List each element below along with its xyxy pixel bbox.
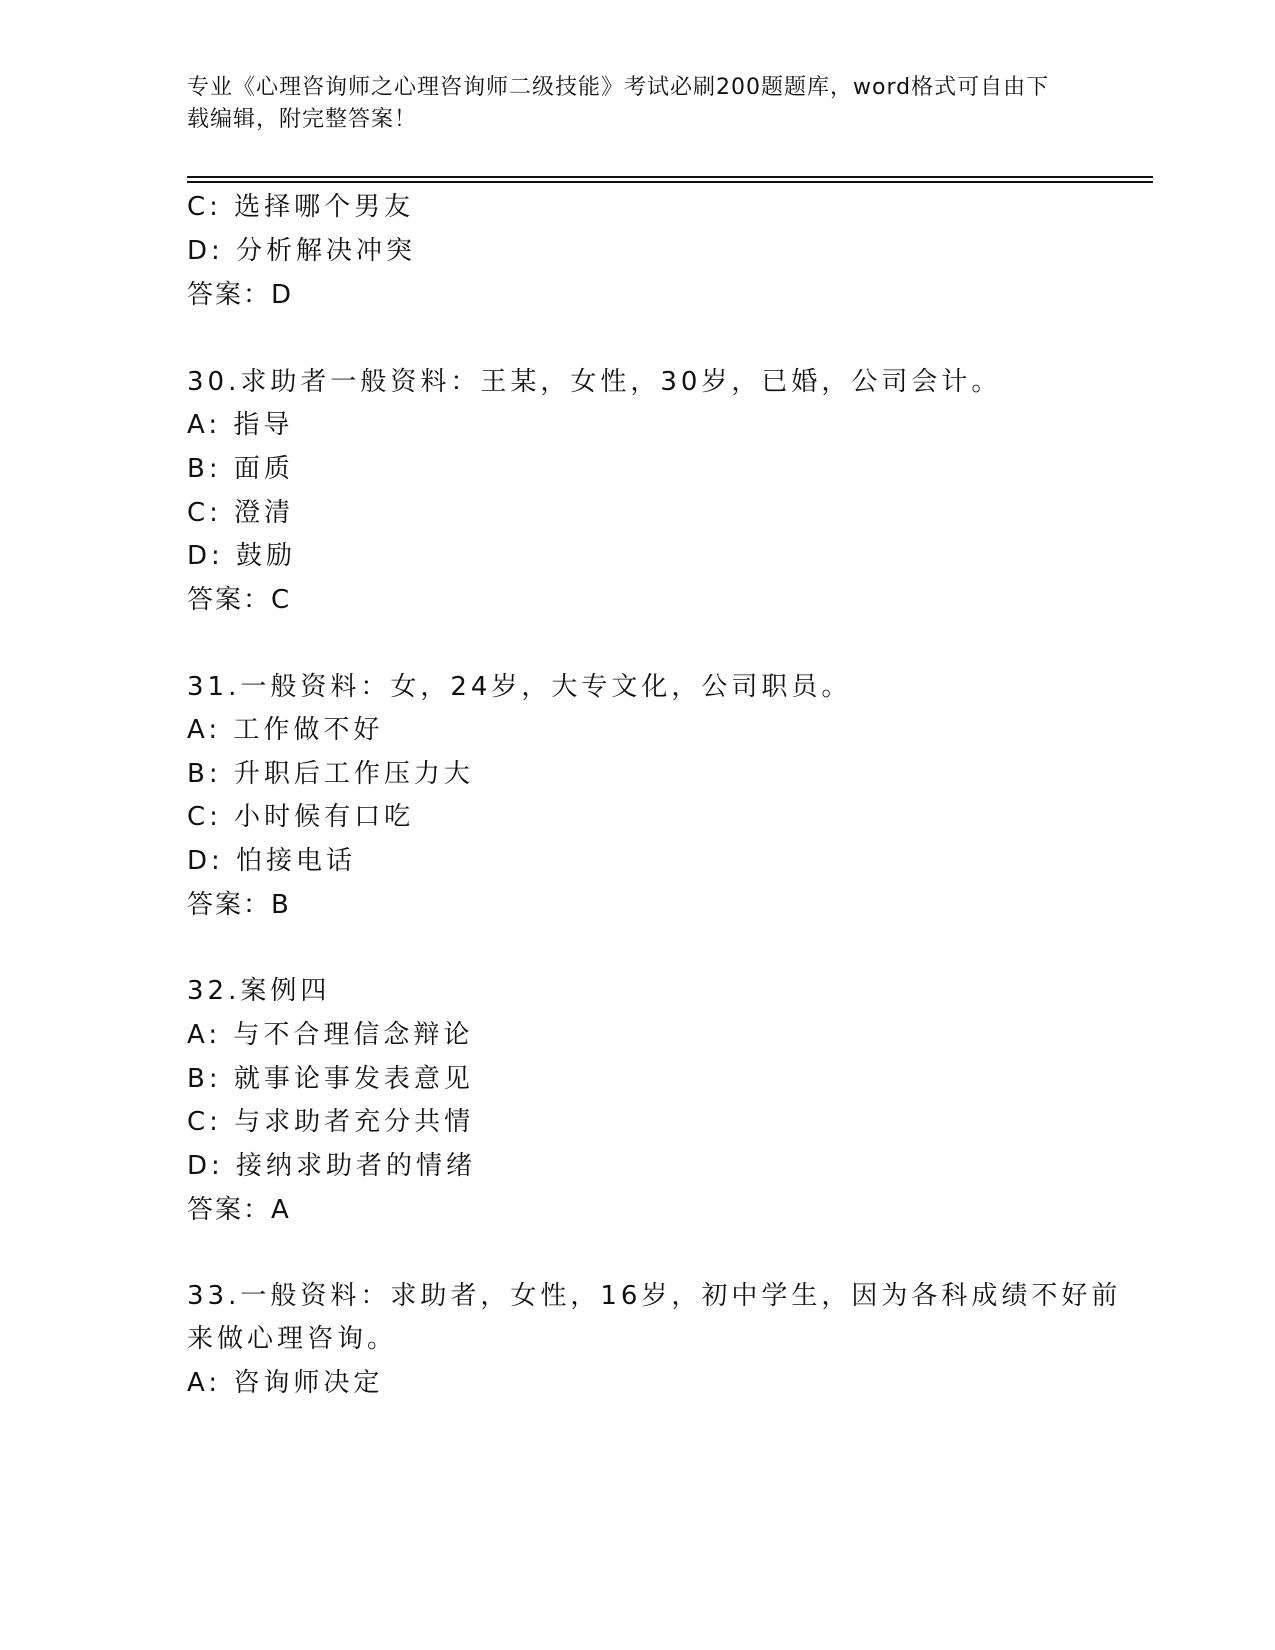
answer-line: 答案：B	[187, 890, 291, 920]
option-b: B: 升职后工作压力大	[187, 759, 474, 789]
answer-line: 答案：C	[187, 585, 292, 615]
option-d: D: 怕接电话	[187, 846, 357, 876]
answer-line: 答案：D	[187, 280, 294, 310]
question-stem: 32.案例四	[187, 976, 331, 1006]
question-stem: 30.求助者一般资料：王某，女性，30岁，已婚，公司会计。	[187, 367, 1002, 397]
option-d: D: 分析解决冲突	[187, 236, 417, 266]
answer-line: 答案：A	[187, 1195, 291, 1225]
option-d: D: 接纳求助者的情绪	[187, 1151, 477, 1181]
option-c: C: 小时候有口吃	[187, 802, 415, 832]
option-a: A: 与不合理信念辩论	[187, 1020, 474, 1050]
option-a: A: 指导	[187, 410, 294, 440]
option-c: C: 选择哪个男友	[187, 192, 415, 222]
header-divider-bottom	[187, 181, 1153, 183]
option-d: D: 鼓励	[187, 541, 297, 571]
option-b: B: 就事论事发表意见	[187, 1064, 474, 1094]
question-stem: 31.一般资料：女，24岁，大专文化，公司职员。	[187, 672, 852, 702]
option-a: A: 咨询师决定	[187, 1368, 384, 1398]
document-header: 专业《心理咨询师之心理咨询师二级技能》考试必刷200题题库，word格式可自由下载编辑，附完整答案！	[187, 75, 1050, 132]
option-c: C: 澄清	[187, 498, 295, 528]
question-stem-continued: 来做心理咨询。	[187, 1324, 398, 1354]
option-b: B: 面质	[187, 454, 294, 484]
option-c: C: 与求助者充分共情	[187, 1107, 475, 1137]
header-divider-top	[187, 176, 1153, 178]
question-stem: 33.一般资料：求助者，女性，16岁，初中学生，因为各科成绩不好前	[187, 1281, 1122, 1311]
option-a: A: 工作做不好	[187, 715, 384, 745]
